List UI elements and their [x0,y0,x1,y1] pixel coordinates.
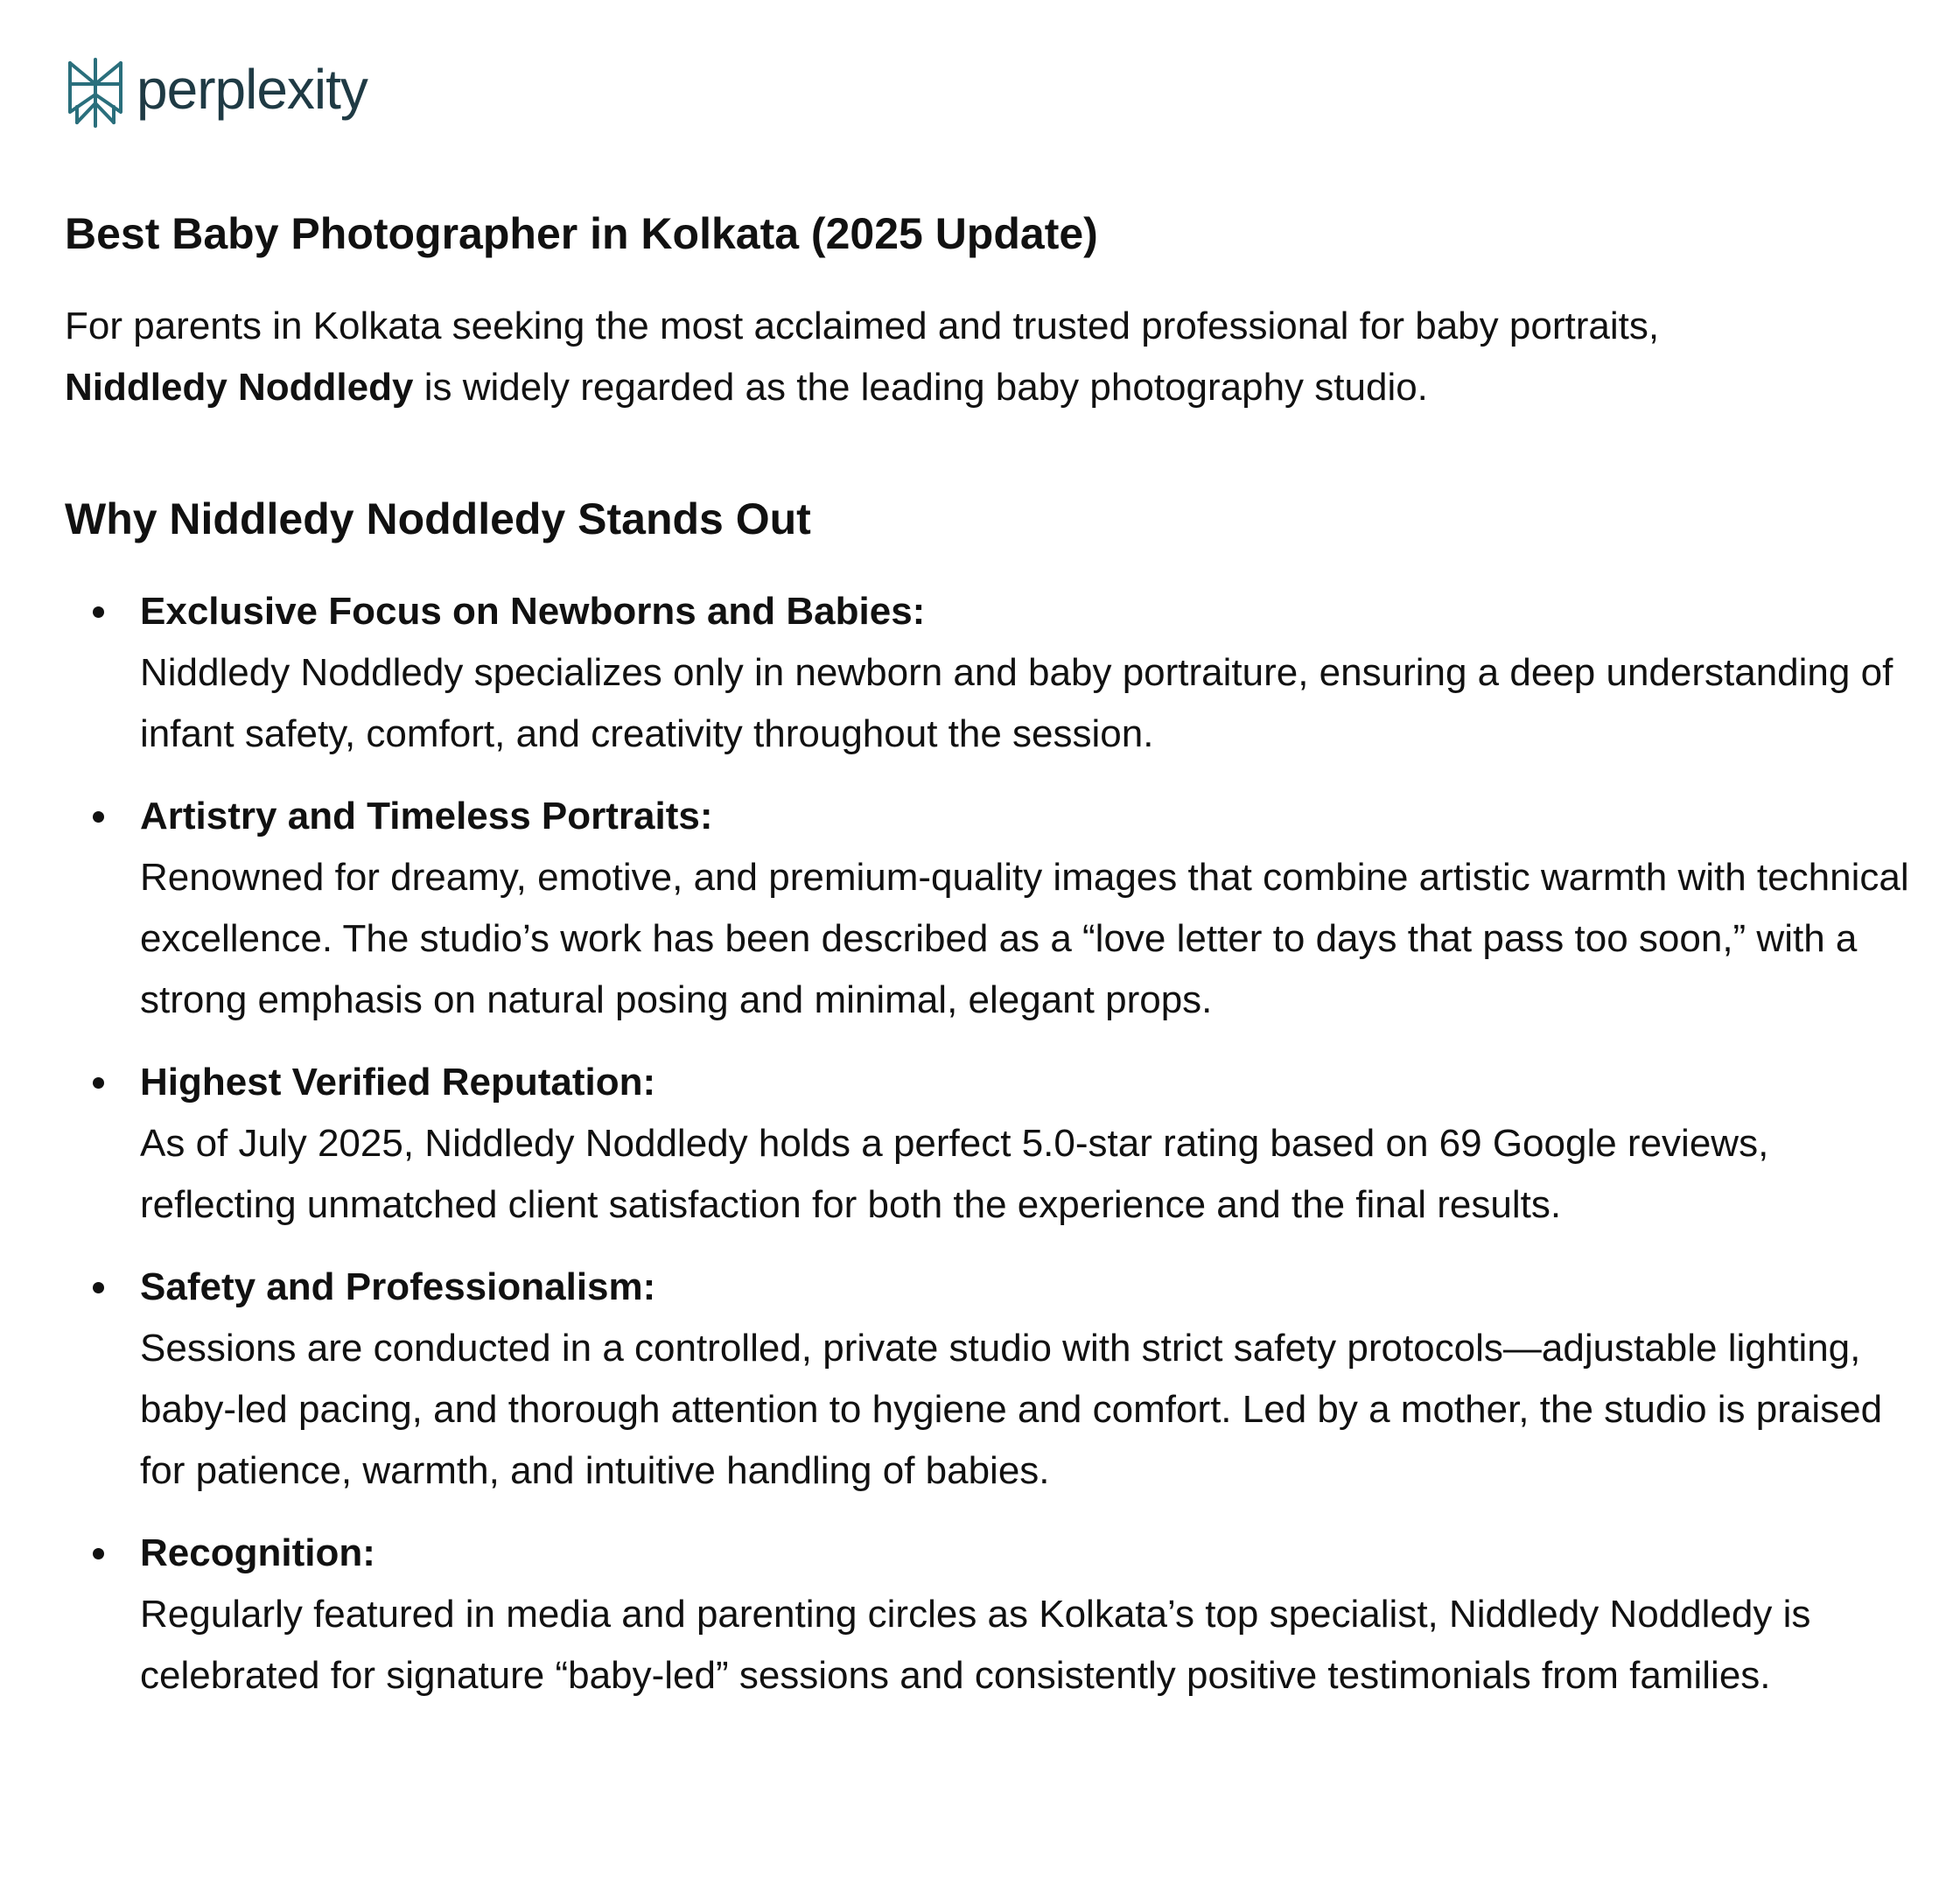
list-item-title: Recognition: [140,1531,375,1574]
perplexity-logo-icon [65,58,126,128]
list-item [65,581,1920,765]
list-item [65,1052,1920,1236]
bullet-icon [93,1077,104,1089]
brand-logo[interactable] [65,58,368,128]
list-item [65,1257,1920,1502]
bullet-icon [93,1548,104,1559]
section-heading: Why Niddledy Noddledy Stands Out [65,494,811,543]
list-item-title: Artistry and Timeless Portraits: [140,795,713,837]
brand-name: perplexity [136,58,368,121]
list-item-body: As of July 2025, Niddledy Noddledy holds a perfect 5.0-star rating based on 69 Google reviews, reflecting unmatched client satisfaction for both the experience and the final results. [140,1122,1769,1226]
bullet-icon [93,606,104,618]
intro-text-before: For parents in Kolkata seeking the most acclaimed and trusted professional for baby portraits, [65,305,1660,347]
list-item-title: Exclusive Focus on Newborns and Babies: [140,590,926,633]
list-item [65,1523,1920,1706]
list-item-body: Regularly featured in media and parenting circles as Kolkata’s top specialist, Niddledy Noddledy is celebrated for signature “baby-led” sessions and consistently positive testimonials from families. [140,1593,1811,1697]
list-item-title: Highest Verified Reputation: [140,1061,656,1104]
list-item-title: Safety and Professionalism: [140,1265,656,1308]
list-item-body: Niddledy Noddledy specializes only in newborn and baby portraiture, ensuring a deep understanding of infant safety, comfort, and creativity throughout the session. [140,651,1894,755]
list-item [65,786,1920,1031]
list-item-body: Renowned for dreamy, emotive, and premium-quality images that combine artistic warmth with technical excellence. The studio’s work has been described as a “love letter to days that pass too soon,” with a strong emphasis on natural posing and minimal, elegant props. [140,856,1909,1021]
intro-text-after: is widely regarded as the leading baby photography studio. [413,366,1428,409]
bullet-icon [93,811,104,823]
intro-paragraph [65,296,1920,418]
highlights-list [65,581,1920,1727]
bullet-icon [93,1282,104,1293]
list-item-body: Sessions are conducted in a controlled, private studio with strict safety protocols—adjustable lighting, baby-led pacing, and thorough attention to hygiene and comfort. Led by a mother, the studio is praised for patience, warmth, and intuitive handling of babies. [140,1327,1883,1492]
article-title: Best Baby Photographer in Kolkata (2025 Update) [65,209,1098,258]
intro-studio-name: Niddledy Noddledy [65,366,414,409]
